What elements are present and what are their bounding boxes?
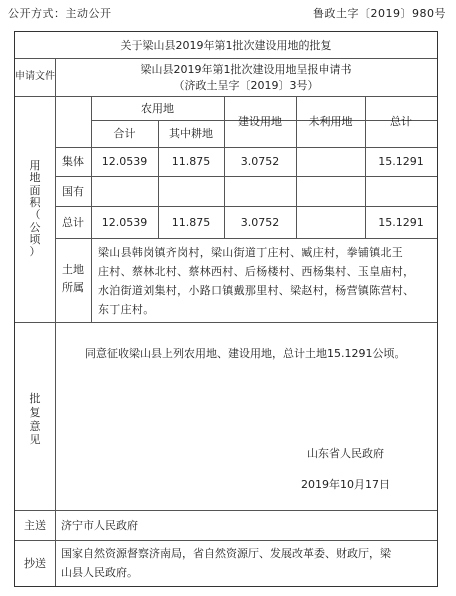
land-area-label: 用 地 面 积 （ 公 顷 ） bbox=[29, 159, 41, 259]
table-cell: 3.0752 bbox=[240, 155, 280, 168]
table-cell: 11.875 bbox=[171, 155, 211, 168]
table-cell: 12.0539 bbox=[101, 155, 148, 168]
divider bbox=[15, 540, 437, 541]
application-label: 申请文件 bbox=[15, 71, 55, 82]
land-location-label-line2: 所属 bbox=[62, 281, 84, 294]
divider bbox=[15, 510, 437, 511]
divider bbox=[55, 322, 56, 586]
divider bbox=[55, 176, 437, 177]
copy-recipients-label: 抄送 bbox=[24, 557, 46, 570]
approval-date: 2019年10月17日 bbox=[301, 478, 390, 491]
grand-total-header: 总计 bbox=[390, 115, 412, 128]
divider bbox=[55, 206, 437, 207]
disclosure-method: 公开方式：主动公开 bbox=[8, 7, 112, 20]
farmland-header: 农用地 bbox=[141, 102, 174, 115]
row-label-state-owned: 国有 bbox=[62, 185, 84, 198]
divider bbox=[55, 147, 437, 148]
divider bbox=[15, 96, 437, 97]
application-document-line1: 梁山县2019年第1批次建设用地呈报申请书 bbox=[140, 63, 352, 76]
land-location-label-line1: 土地 bbox=[62, 263, 84, 276]
divider bbox=[15, 58, 437, 59]
divider bbox=[15, 322, 437, 323]
copy-recipients-text: 国家自然资源督察济南局，省自然资源厅、发展改革委、财政厅，梁 山县人民政府。 bbox=[61, 547, 391, 579]
approval-text: 同意征收梁山县上列农用地、建设用地，总计土地15.1291公顷。 bbox=[85, 347, 406, 360]
document-number: 鲁政土字〔2019〕980号 bbox=[313, 7, 446, 20]
cultivated-header: 其中耕地 bbox=[169, 127, 213, 140]
divider bbox=[55, 238, 437, 239]
table-cell: 12.0539 bbox=[101, 216, 148, 229]
main-recipient-value: 济宁市人民政府 bbox=[61, 519, 138, 532]
application-document-line2: （济政土呈字〔2019〕3号） bbox=[173, 79, 319, 92]
approval-form bbox=[14, 31, 438, 587]
table-cell: 11.875 bbox=[171, 216, 211, 229]
unused-header: 未利用地 bbox=[308, 115, 353, 128]
document-title: 关于梁山县2019年第1批次建设用地的批复 bbox=[120, 39, 332, 52]
main-recipient-label: 主送 bbox=[24, 519, 46, 532]
subtotal-header: 合计 bbox=[113, 127, 136, 140]
table-cell: 3.0752 bbox=[240, 216, 280, 229]
approving-authority: 山东省人民政府 bbox=[307, 447, 384, 460]
approval-opinion-label: 批 复 意 见 bbox=[29, 392, 41, 447]
row-label-collective: 集体 bbox=[62, 155, 84, 168]
row-label-total: 总计 bbox=[62, 216, 84, 229]
construction-header: 建设用地 bbox=[238, 115, 282, 128]
land-location-text: 梁山县韩岗镇齐岗村，梁山街道丁庄村、臧庄村，拳铺镇北王 庄村、蔡林北村、蔡林西村、后杨楼村、西杨集村、玉皇庙村， 水泊街道刘集村，小路口镇戴那里村、梁赵村，杨营镇陈营村、 东丁庄村。 bbox=[98, 246, 415, 316]
table-cell: 15.1291 bbox=[378, 155, 424, 168]
table-cell: 15.1291 bbox=[378, 216, 424, 229]
